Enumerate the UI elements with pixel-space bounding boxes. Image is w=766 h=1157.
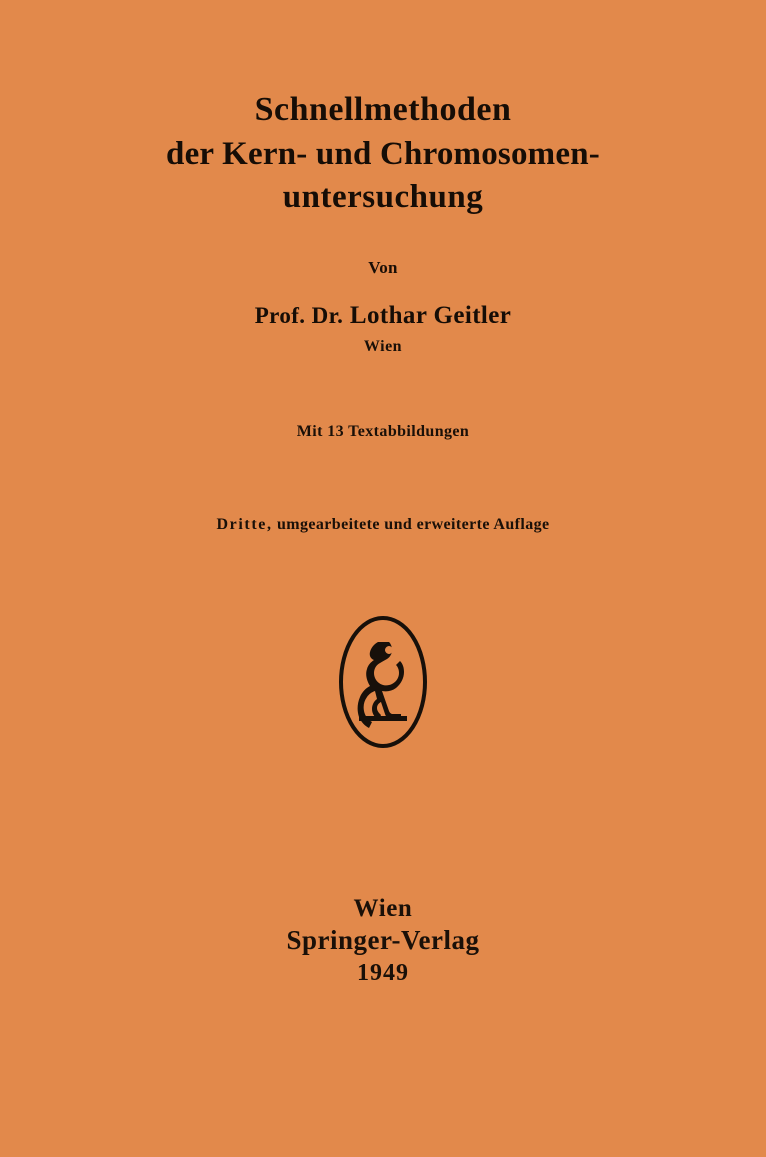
author-title-prefix: Prof. Dr. [254,302,344,328]
publisher-name: Springer-Verlag [286,925,480,956]
page-title-line-3: untersuchung [282,179,484,216]
publisher-city: Wien [353,895,413,922]
edition-rest: umgearbeitete und erweiterte Auflage [276,515,550,533]
page-title-line-1: Schnellmethoden [254,91,512,128]
page-title-line-2: der Kern- und Chromosomen- [166,135,600,172]
illustrations-note: Mit 13 Textabbildungen [296,422,470,440]
author-full-name: Lothar Geitler [349,301,512,329]
publisher-logo-container [0,612,766,752]
author-name [255,302,512,330]
publication-year: 1949 [357,960,409,986]
springer-knight-logo-icon [337,612,429,752]
imprint-block [0,893,766,989]
title-block [0,88,766,220]
author-affiliation: Wien [363,337,403,355]
edition-statement [216,516,549,534]
edition-prefix: Dritte, [216,515,273,533]
by-label: Von [368,257,398,277]
